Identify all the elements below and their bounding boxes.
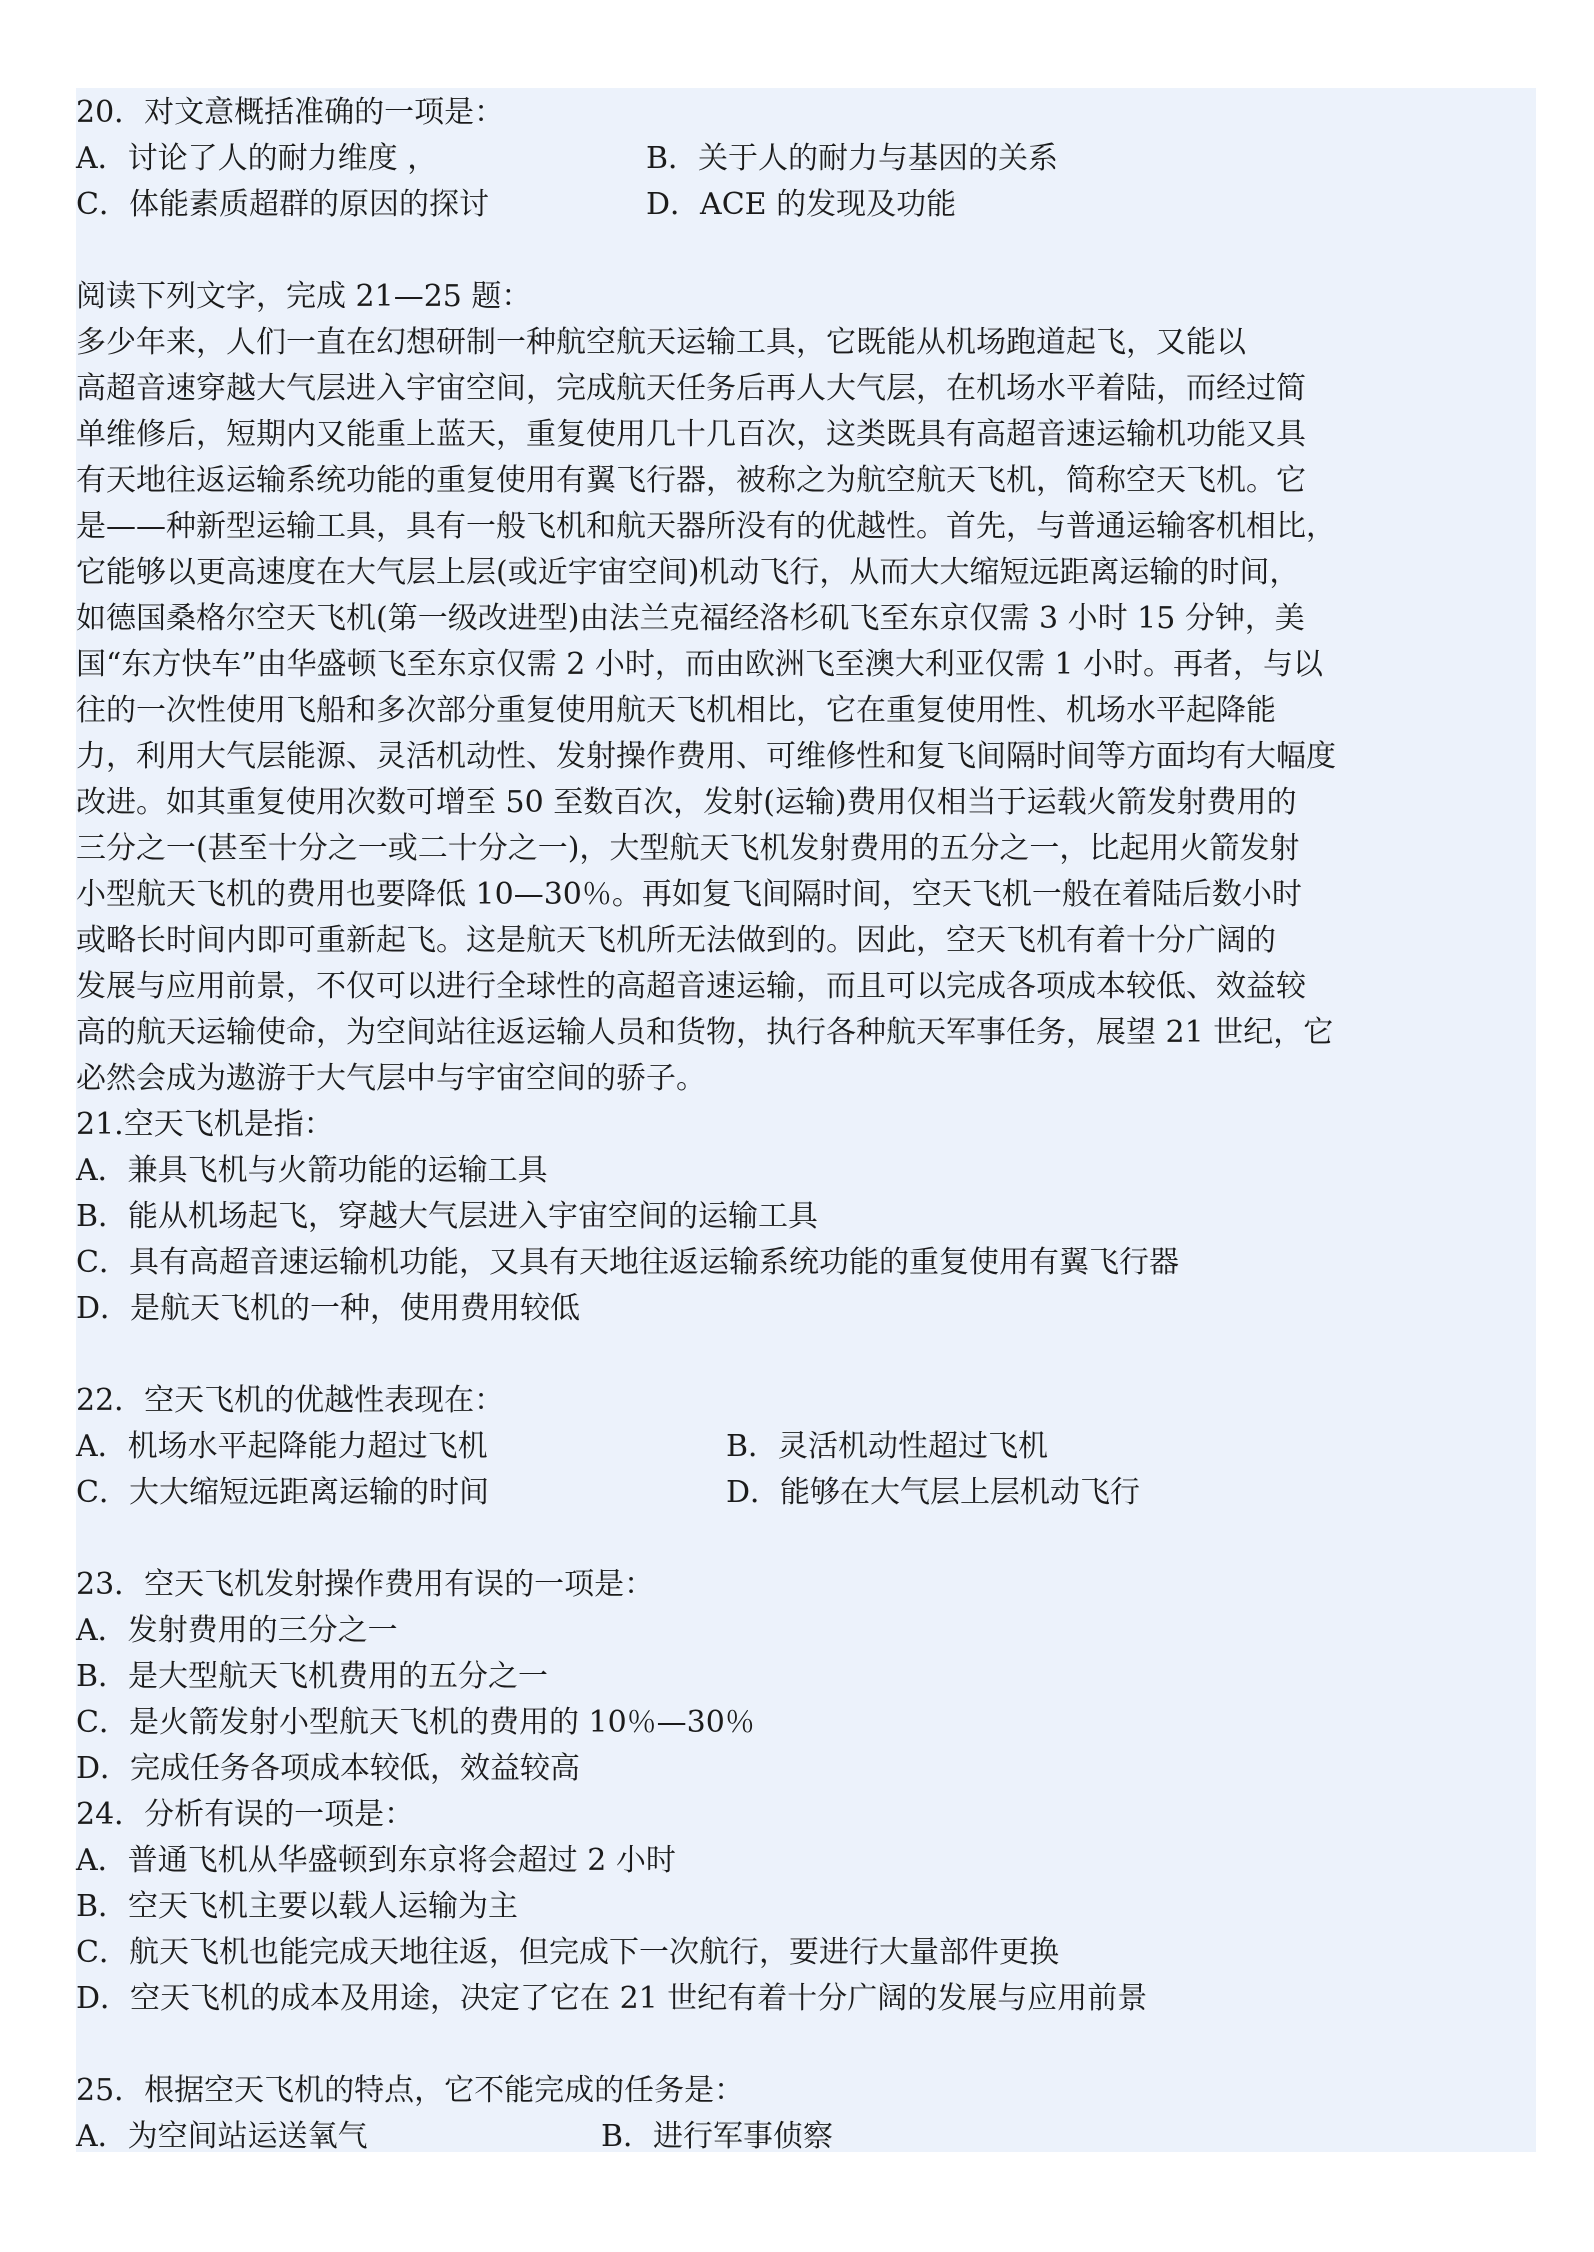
passage-line: 多少年来，人们一直在幻想研制一种航空航天运输工具，它既能从机场跑道起飞，又能以 (76, 325, 1246, 360)
passage-line: 三分之一(甚至十分之一或二十分之一)，大型航天飞机发射费用的五分之一，比起用火箭发射 (76, 831, 1300, 866)
q23-option-a: A．发射费用的三分之一 (76, 1613, 398, 1648)
q20-option-a: A．讨论了人的耐力维度 ， (76, 141, 438, 176)
q20-option-c: C．体能素质超群的原因的探讨 (76, 187, 489, 222)
q21-stem: 21.空天飞机是指： (76, 1107, 334, 1142)
q25-stem: 25．根据空天飞机的特点，它不能完成的任务是： (76, 2073, 745, 2108)
q20-options-row-2 (76, 182, 1536, 228)
spacer (76, 2022, 1536, 2068)
passage-line: 它能够以更高速度在大气层上层(或近宇宙空间)机动飞行，从而大大缩短远距离运输的时间， (76, 555, 1300, 590)
spacer (76, 1516, 1536, 1562)
q20-option-d: D．ACE 的发现及功能 (646, 187, 957, 222)
q23-option-b: B．是大型航天飞机费用的五分之一 (76, 1659, 549, 1694)
passage-line: 有天地往返运输系统功能的重复使用有翼飞行器，被称之为航空航天飞机，简称空天飞机。它 (76, 463, 1306, 498)
q24-stem: 24．分析有误的一项是： (76, 1797, 415, 1832)
passage-line: 高的航天运输使命，为空间站往返运输人员和货物，执行各种航天军事任务，展望 21 世纪，它 (76, 1015, 1334, 1050)
q25-options-row-1 (76, 2114, 1536, 2160)
q21-option-b: B．能从机场起飞，穿越大气层进入宇宙空间的运输工具 (76, 1199, 819, 1234)
q24-option-c: C．航天飞机也能完成天地往返，但完成下一次航行，要进行大量部件更换 (76, 1935, 1059, 1970)
passage-line: 往的一次性使用飞船和多次部分重复使用航天飞机相比，它在重复使用性、机场水平起降能 (76, 693, 1276, 728)
passage-line: 如德国桑格尔空天飞机(第一级改进型)由法兰克福经洛杉矶飞至东京仅需 3 小时 15 分钟，美 (76, 601, 1305, 636)
q22-stem: 22．空天飞机的优越性表现在： (76, 1383, 505, 1418)
q20-options-row-1 (76, 136, 1536, 182)
q21-option-c: C．具有高超音速运输机功能，又具有天地往返运输系统功能的重复使用有翼飞行器 (76, 1245, 1179, 1280)
q24-option-d: D．空天飞机的成本及用途，决定了它在 21 世纪有着十分广阔的发展与应用前景 (76, 1981, 1148, 2016)
passage-line: 高超音速穿越大气层进入宇宙空间，完成航天任务后再人大气层，在机场水平着陆，而经过简 (76, 371, 1306, 406)
passage-line: 是——种新型运输工具，具有一般飞机和航天器所没有的优越性。首先，与普通运输客机相比， (76, 509, 1336, 544)
passage-line: 力，利用大气层能源、灵活机动性、发射操作费用、可维修性和复飞间隔时间等方面均有大幅度 (76, 739, 1336, 774)
passage-line: 单维修后，短期内又能重上蓝天，重复使用几十几百次，这类既具有高超音速运输机功能又具 (76, 417, 1306, 452)
passage-line: 发展与应用前景，不仅可以进行全球性的高超音速运输，而且可以完成各项成本较低、效益较 (76, 969, 1306, 1004)
q25-option-a: A．为空间站运送氧气 (76, 2119, 368, 2154)
q25-option-b: B．进行军事侦察 (601, 2119, 834, 2154)
reading-intro: 阅读下列文字，完成 21—25 题： (76, 279, 532, 314)
q22-options-row-2 (76, 1470, 1536, 1516)
q23-option-d: D．完成任务各项成本较低，效益较高 (76, 1751, 581, 1786)
q23-option-c: C．是火箭发射小型航天飞机的费用的 10％—30％ (76, 1705, 755, 1740)
q22-option-a: A．机场水平起降能力超过飞机 (76, 1429, 488, 1464)
exam-page (76, 88, 1536, 2152)
passage-line: 国“东方快车”由华盛顿飞至东京仅需 2 小时，而由欧洲飞至澳大利亚仅需 1 小时。再者，与以 (76, 647, 1323, 682)
passage-line: 必然会成为遨游于大气层中与宇宙空间的骄子。 (76, 1061, 706, 1096)
spacer (76, 228, 1536, 274)
q20-stem: 20．对文意概括准确的一项是： (76, 95, 505, 130)
passage-line: 小型航天飞机的费用也要降低 10—30％。再如复飞间隔时间，空天飞机一般在着陆后数小时 (76, 877, 1302, 912)
q22-option-c: C．大大缩短远距离运输的时间 (76, 1475, 489, 1510)
q20-option-b: B．关于人的耐力与基因的关系 (646, 141, 1059, 176)
passage-line: 改进。如其重复使用次数可增至 50 至数百次，发射(运输)费用仅相当于运载火箭发射费用的 (76, 785, 1297, 820)
q23-stem: 23．空天飞机发射操作费用有误的一项是： (76, 1567, 655, 1602)
spacer (76, 1332, 1536, 1378)
q24-option-b: B．空天飞机主要以载人运输为主 (76, 1889, 519, 1924)
q24-option-a: A．普通飞机从华盛顿到东京将会超过 2 小时 (76, 1843, 676, 1878)
q22-option-d: D．能够在大气层上层机动飞行 (726, 1475, 1141, 1510)
reading-passage (76, 320, 1536, 1102)
q22-option-b: B．灵活机动性超过飞机 (726, 1429, 1049, 1464)
passage-line: 或略长时间内即可重新起飞。这是航天飞机所无法做到的。因此，空天飞机有着十分广阔的 (76, 923, 1276, 958)
q21-option-a: A．兼具飞机与火箭功能的运输工具 (76, 1153, 548, 1188)
q21-option-d: D．是航天飞机的一种，使用费用较低 (76, 1291, 581, 1326)
q22-options-row-1 (76, 1424, 1536, 1470)
